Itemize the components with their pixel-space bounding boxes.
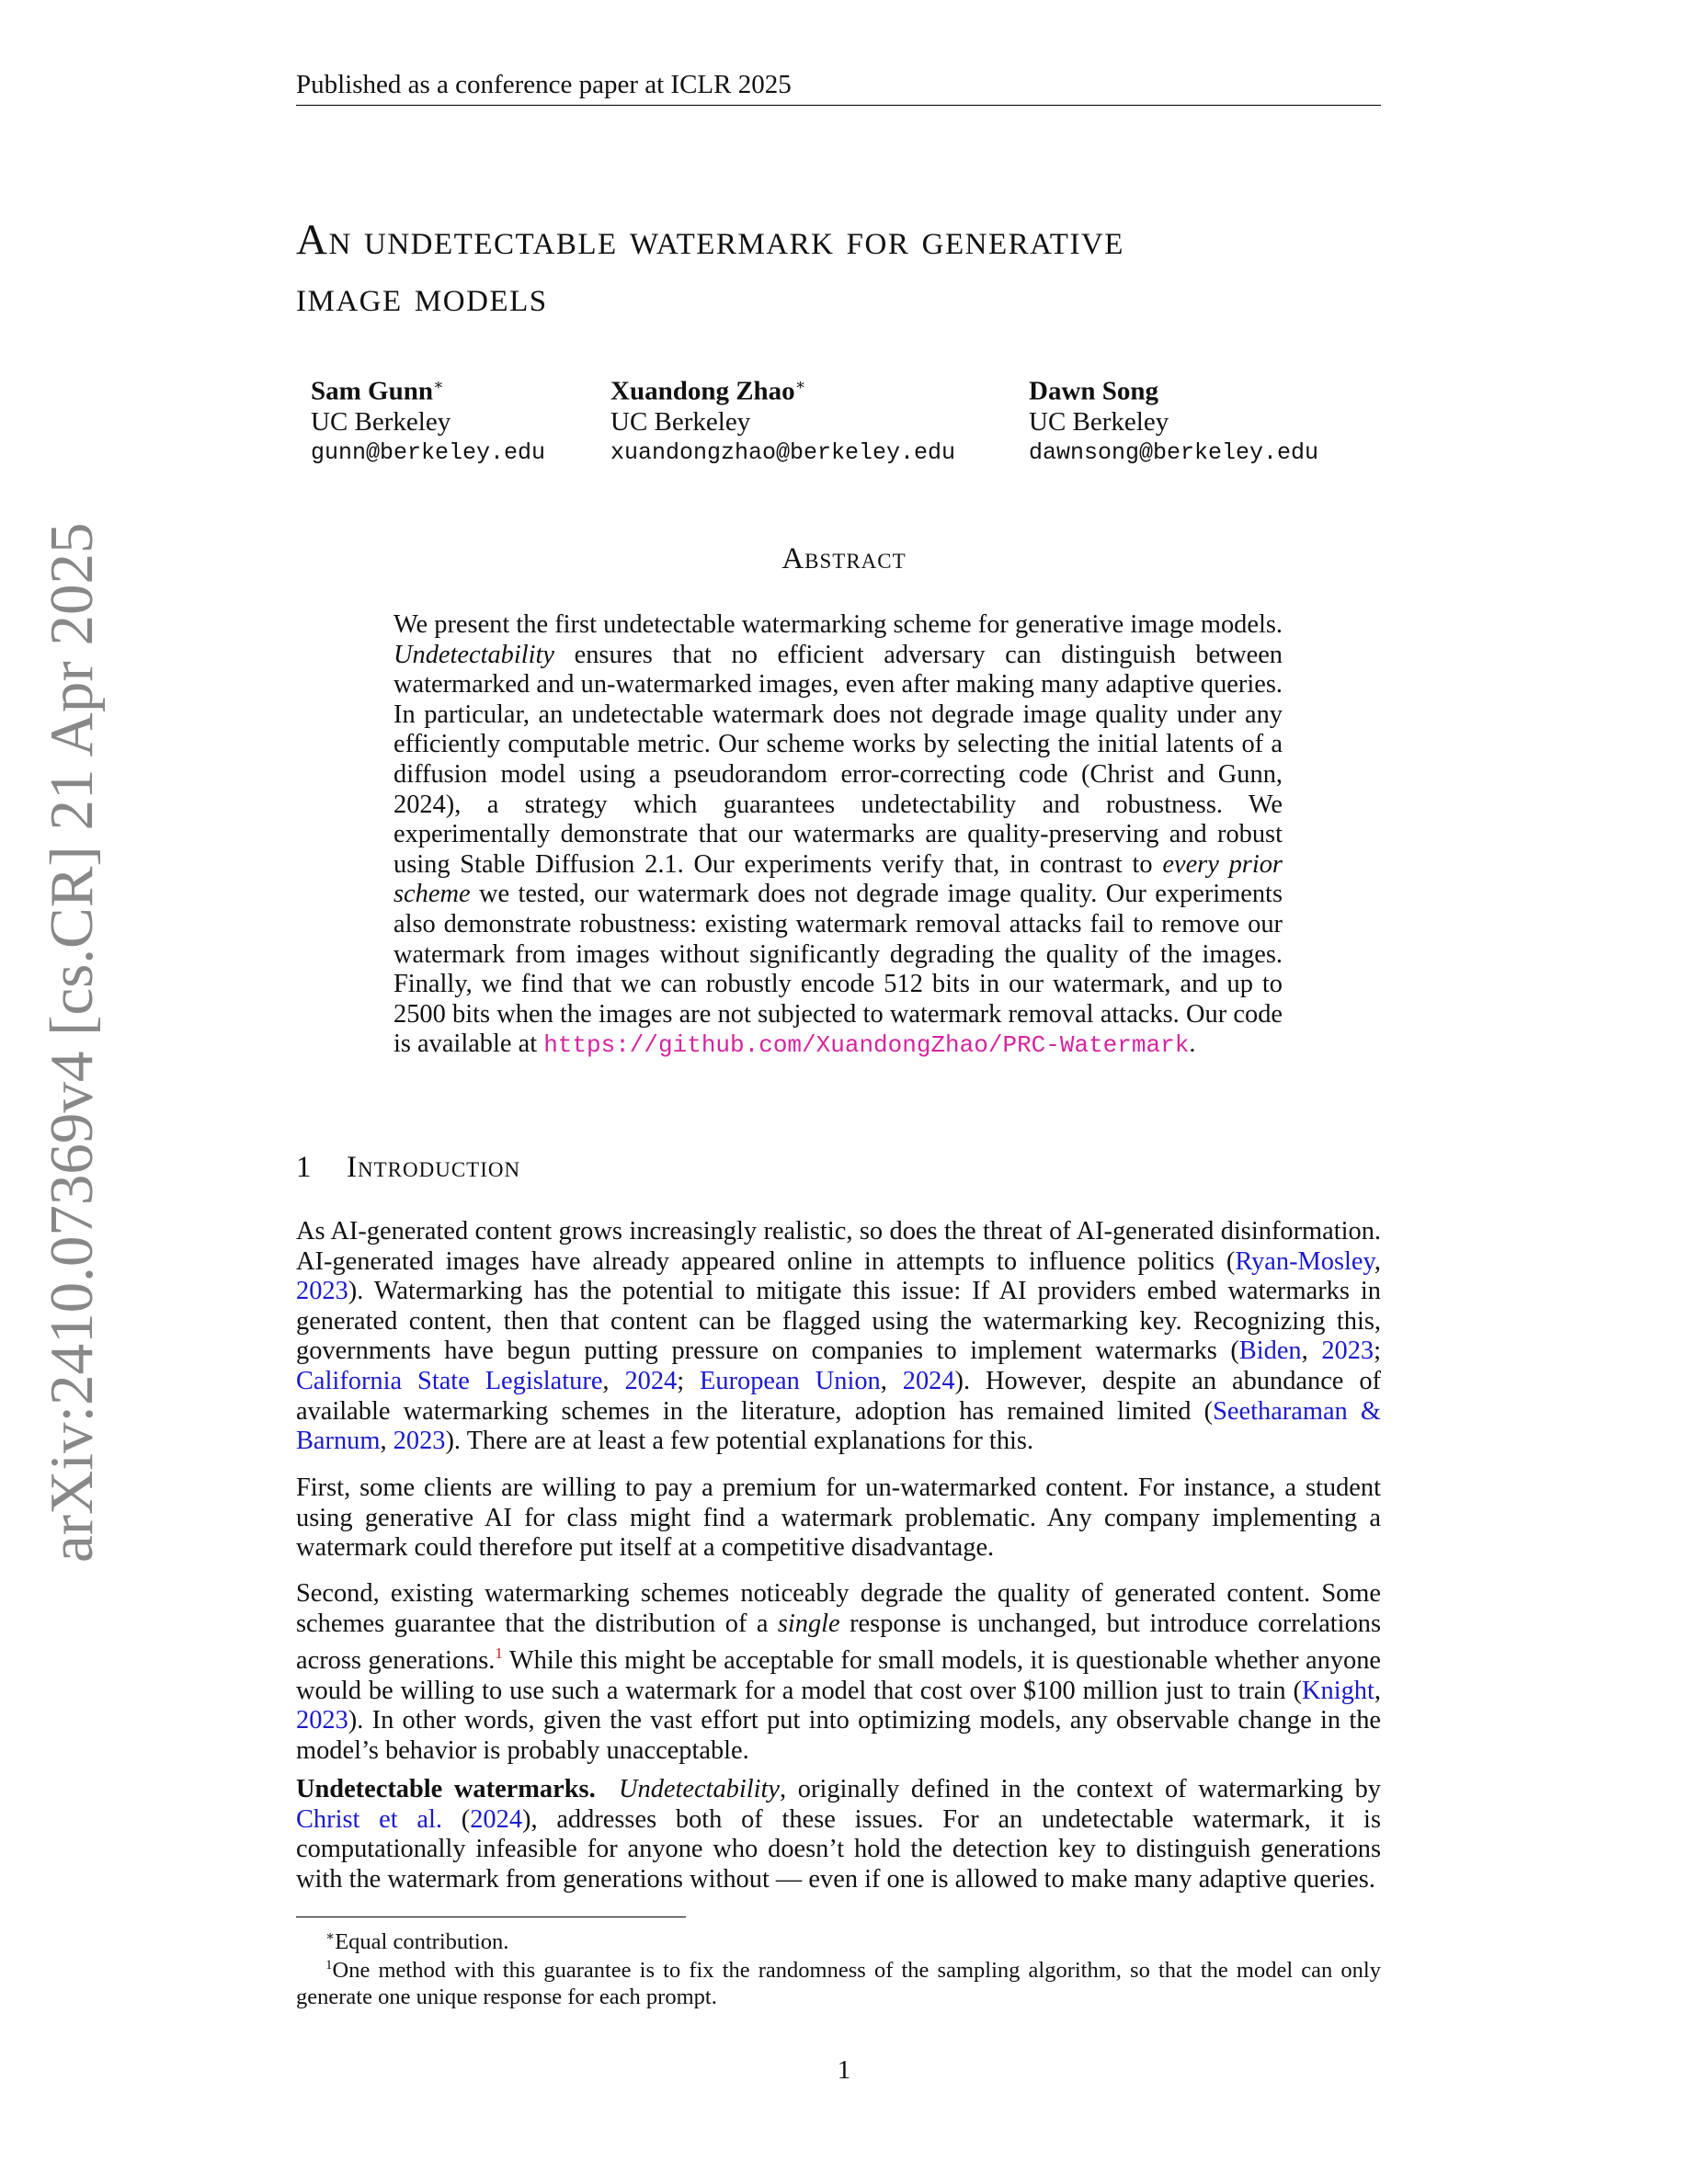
citation-link[interactable]: Seetharaman & Barnum (296, 1396, 1381, 1456)
body-text: , (1301, 1337, 1322, 1366)
section-title: Introduction (347, 1151, 521, 1184)
body-text: , (880, 1366, 903, 1395)
body-text: ). In other words, given the vast effort put into optimizing models, any observable change in the model’s behavior is probably unacceptable. (296, 1706, 1381, 1765)
citation-link[interactable]: Ryan-Mosley (1235, 1246, 1374, 1276)
intro-paragraph-4 (296, 1775, 1381, 1894)
author-block (1029, 370, 1318, 468)
page-number: 1 (837, 2055, 851, 2085)
body-text: , originally defined in the context of watermarking by (780, 1775, 1381, 1803)
footnote-text: One method with this guarantee is to fix the randomness of the sampling algorithm, so that the model can only generate one unique response for each prompt. (296, 1958, 1381, 2010)
author-block (610, 370, 955, 468)
citation-link[interactable]: Christ et al. (296, 1804, 443, 1834)
intro-paragraph-1 (296, 1217, 1381, 1457)
body-text: ; (1374, 1337, 1381, 1366)
abstract-text: We present the first undetectable watermarking scheme for generative image models. (393, 610, 1283, 639)
body-text: ). However, despite an abundance of available watermarking schemes in the literature, adoption has remained limited ( (296, 1366, 1381, 1426)
title-line-1: An undetectable watermark for generative (296, 216, 1124, 264)
body-text: As AI-generated content grows increasingly realistic, so does the threat of AI-generated disinformation. AI-generated images have already appeared online in attempts to influence politics ( (296, 1217, 1381, 1276)
author-affiliation: UC Berkeley (610, 406, 751, 437)
paragraph-lead: Undetectable watermarks. (296, 1775, 596, 1803)
intro-paragraph-3 (296, 1579, 1381, 1767)
citation-link[interactable]: Knight (1302, 1676, 1374, 1705)
body-text: ). There are at least a few potential explanations for this. (445, 1427, 1034, 1456)
author-block (311, 370, 545, 468)
author-email[interactable]: dawnsong@berkeley.edu (1029, 438, 1319, 466)
body-text: ; (677, 1366, 701, 1395)
abstract-heading: Abstract (781, 542, 907, 575)
citation-link[interactable]: 2024 (470, 1804, 523, 1834)
citation-link[interactable]: Biden (1238, 1337, 1302, 1366)
author-affiliation: UC Berkeley (311, 406, 451, 437)
body-text: response is unchanged, but introduce correlations across generations. (296, 1609, 1382, 1676)
abstract-text: ensures that no efficient adversary can distinguish between watermarked and un-watermarked images, even after making many adaptive queries. In particular, an undetectable watermark does not degrade image quality under any efficiently computable metric. Our scheme works by selecting the initial latents of a diffusion model using a pseudorandom error-correcting code (Christ and Gunn, 2024), a strategy which guarantees undetectability and robustness. We experimentally demonstrate that our watermarks are quality-preserving and robust using Stable Diffusion 2.1. Our experiments verify that, in contrast to (393, 640, 1283, 879)
author-mark: ∗ (794, 376, 806, 393)
author-name: Xuandong Zhao (610, 376, 795, 406)
section-heading (296, 1151, 520, 1185)
abstract-text: . (1189, 1029, 1196, 1059)
abstract-emphasis: every prior scheme (393, 849, 1283, 909)
citation-link[interactable]: 2023 (393, 1427, 446, 1456)
author-email[interactable]: gunn@berkeley.edu (311, 438, 546, 466)
abstract-body (393, 610, 1283, 1061)
citation-link[interactable]: 2023 (1321, 1337, 1374, 1366)
abstract-text: we tested, our watermark does not degrade image quality. Our experiments also demonstrate robustness: existing watermark removal attacks fail to remove our watermark from images without significantly degrading the quality of the images. Finally, we find that we can robustly encode 512 bits in our watermark, and up to 2500 bits when the images are not subjected to watermark removal attacks. Our code is available at (393, 880, 1283, 1059)
footnote-equal-contribution (296, 1924, 1381, 1955)
author-name: Dawn Song (1029, 376, 1159, 406)
intro-paragraph-2: First, some clients are willing to pay a premium for un-watermarked content. For instance, a student using generative AI for class might find a watermark problematic. Any company implementing a watermark could therefore put itself at a competitive disadvantage. (296, 1473, 1381, 1563)
body-text: ( (442, 1804, 471, 1834)
citation-link[interactable]: California State Legislature (296, 1366, 603, 1395)
footnote-mark: ∗ (325, 1929, 336, 1944)
footnote-1 (296, 1952, 1381, 2010)
body-emphasis: Undetectability (619, 1775, 781, 1803)
body-emphasis: single (777, 1609, 840, 1638)
body-text: ), addresses both of these issues. For an undetectable watermark, it is computationally infeasible for anyone who doesn’t hold the detection key to distinguish generations with the watermark from generations without — even if one is allowed to make many adaptive queries. (296, 1804, 1381, 1894)
citation-link[interactable]: 2024 (902, 1366, 955, 1395)
citation-link[interactable]: 2023 (296, 1706, 348, 1735)
author-name: Sam Gunn (311, 376, 433, 406)
footnote-text: Equal contribution. (335, 1929, 509, 1955)
body-text: While this might be acceptable for small models, it is questionable whether anyone would be willing to use such a watermark for a model that cost over $100 million just to train ( (296, 1646, 1382, 1705)
header-rule (296, 105, 1381, 106)
author-email[interactable]: xuandongzhao@berkeley.edu (610, 438, 956, 466)
body-text: Second, existing watermarking schemes noticeably degrade the quality of generated content. Some schemes guarantee that the distribution of a (296, 1579, 1381, 1638)
section-number: 1 (296, 1151, 313, 1184)
footnote-ref[interactable]: 1 (495, 1644, 503, 1663)
author-mark: ∗ (432, 376, 444, 393)
body-text: , (1374, 1676, 1381, 1705)
citation-link[interactable]: 2023 (296, 1277, 348, 1306)
arxiv-side-stamp: arXiv:2410.07369v4 [cs.CR] 21 Apr 2025 (38, 522, 106, 1563)
paper-title (296, 211, 1381, 325)
citation-link[interactable]: European Union (700, 1366, 881, 1395)
body-text: , (602, 1366, 625, 1395)
abstract-emphasis: Undetectability (393, 640, 555, 669)
running-header: Published as a conference paper at ICLR 2025 (296, 70, 792, 99)
title-line-2: image models (296, 273, 548, 321)
author-affiliation: UC Berkeley (1029, 406, 1169, 437)
citation-link[interactable]: 2024 (624, 1366, 678, 1395)
body-text: ). Watermarking has the potential to mitigate this issue: If AI providers embed watermarks in generated content, then that content can be flagged using the watermarking key. Recognizing this, governments have begun putting pressure on companies to implement watermarks ( (296, 1277, 1381, 1366)
body-text: , (380, 1427, 393, 1456)
body-text: , (1374, 1246, 1381, 1276)
footnote-mark: 1 (325, 1958, 333, 1973)
code-link[interactable]: https://github.com/XuandongZhao/PRC-Watermark (543, 1031, 1190, 1060)
